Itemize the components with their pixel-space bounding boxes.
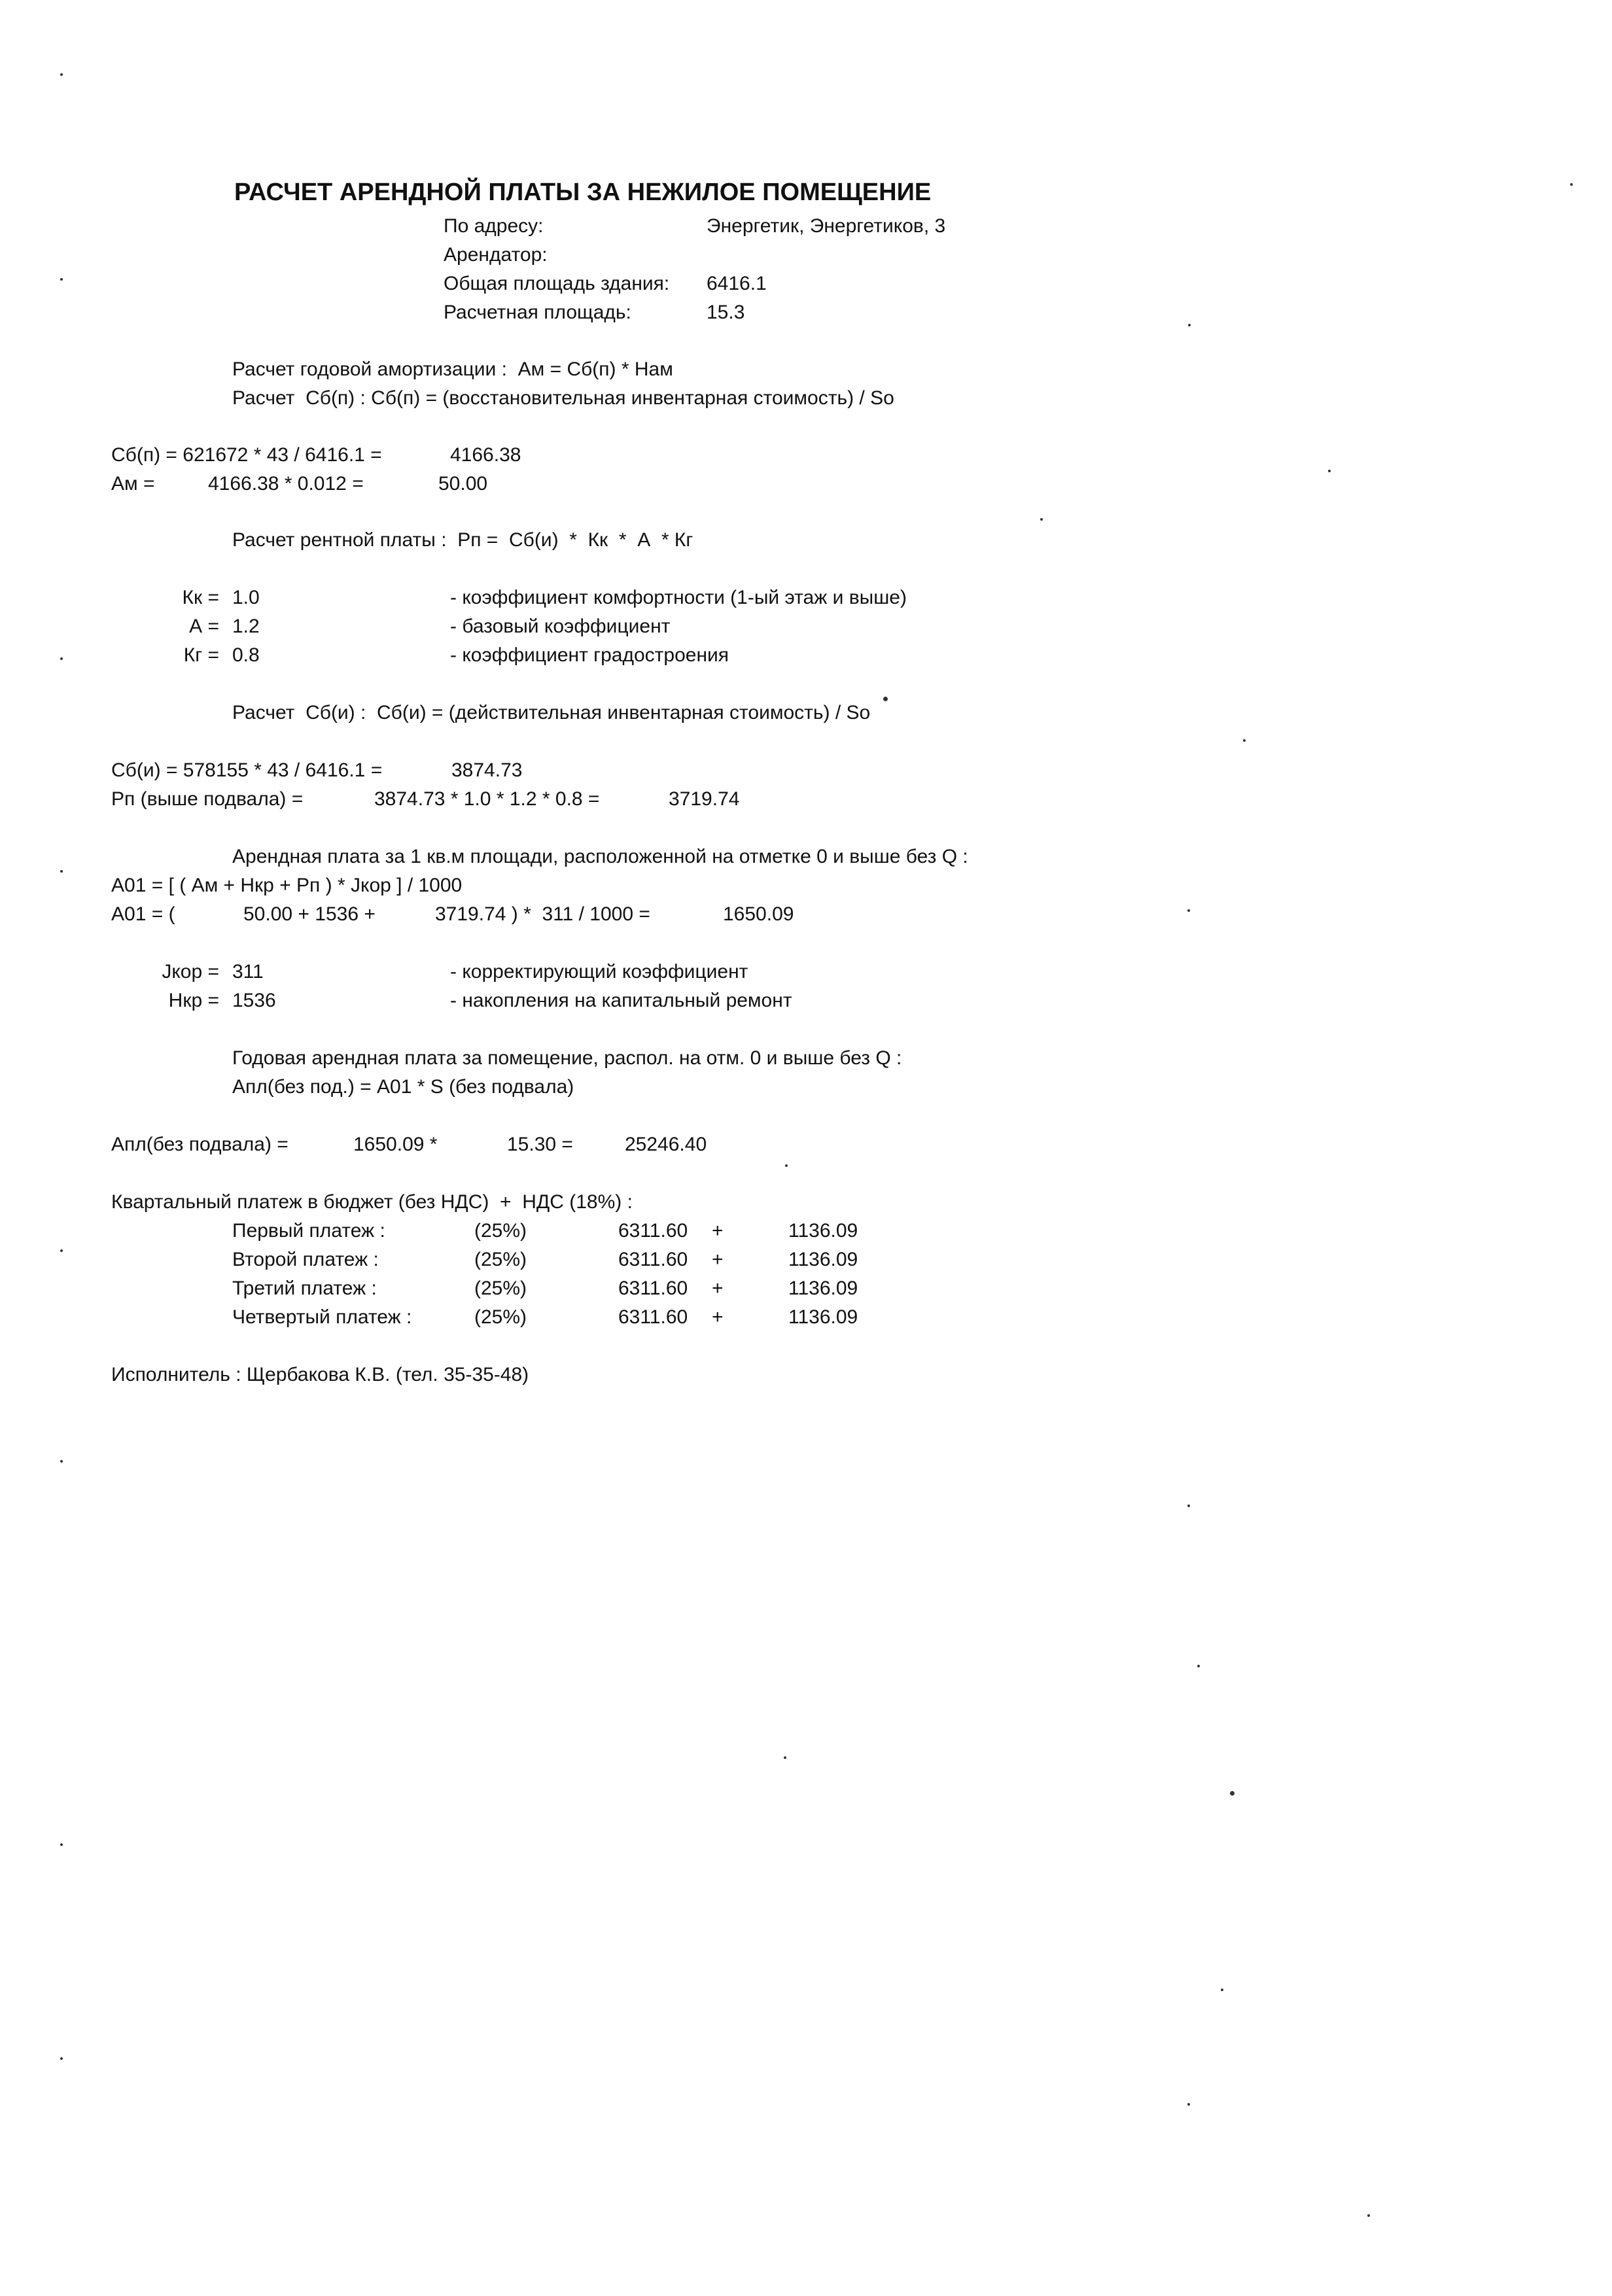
annual-calc-label: Апл(без подвала) =	[111, 1134, 289, 1155]
coef-kg-desc: - коэффициент градостроения	[450, 644, 729, 666]
a01-calc-part1: 50.00 + 1536 +	[243, 903, 376, 925]
scan-speck	[60, 657, 63, 660]
scan-speck	[60, 1460, 63, 1463]
a01-formula: А01 = [ ( Ам + Нкр + Рп ) * Jкор ] / 1000	[111, 875, 463, 896]
scan-speck	[1188, 324, 1191, 326]
payment-pct: (25%)	[474, 1278, 527, 1299]
scan-speck	[1230, 1791, 1235, 1796]
amort-heading: Расчет годовой амортизации : Ам = Сб(п) * Нам	[232, 358, 673, 380]
payment-vat: 1136.09	[788, 1220, 858, 1242]
scan-speck	[1328, 470, 1331, 472]
sbi-result: 3874.73	[451, 759, 523, 781]
coef-jkor-value: 311	[232, 961, 264, 983]
annual-calc-a01: 1650.09 *	[353, 1134, 438, 1155]
scan-speck	[1570, 183, 1573, 186]
scan-speck	[1367, 2214, 1370, 2217]
tenant-label: Арендатор:	[444, 244, 548, 266]
sbp-formula: Сб(п) = 621672 * 43 / 6416.1 =	[111, 444, 382, 466]
executor-line: Исполнитель : Щербакова К.В. (тел. 35-35-48)	[111, 1364, 529, 1385]
payment-plus: +	[712, 1220, 724, 1242]
scan-speck	[60, 73, 63, 76]
coef-jkor-name: Jкор =	[162, 961, 219, 983]
annual-calc-s: 15.30 =	[507, 1134, 573, 1155]
coef-kk-value: 1.0	[232, 587, 260, 608]
payment-amount: 6311.60	[618, 1306, 688, 1328]
payment-plus: +	[712, 1306, 724, 1328]
scan-speck	[1243, 739, 1246, 742]
address-value: Энергетик, Энергетиков, 3	[707, 215, 946, 237]
payment-amount: 6311.60	[618, 1249, 688, 1270]
calc-area-label: Расчетная площадь:	[444, 302, 631, 323]
payment-label: Четвертый платеж :	[232, 1306, 412, 1328]
rent-heading: Расчет рентной платы : Рп = Сб(и) * Кк * А * Кг	[232, 529, 693, 551]
payment-amount: 6311.60	[618, 1278, 688, 1299]
coef-nkr-desc: - накопления на капитальный ремонт	[450, 990, 792, 1011]
coef-jkor-desc: - корректирующий коэффициент	[450, 961, 748, 983]
coef-a-value: 1.2	[232, 616, 260, 637]
am-formula: 4166.38 * 0.012 =	[208, 473, 364, 495]
coef-kg-name: Кг =	[183, 644, 219, 666]
address-label: По адресу:	[444, 215, 544, 237]
coef-a-name: А =	[189, 616, 219, 637]
sbi-formula: Сб(и) = 578155 * 43 / 6416.1 =	[111, 759, 383, 781]
a01-heading: Арендная плата за 1 кв.м площади, расположенной на отметке 0 и выше без Q :	[232, 846, 968, 867]
scan-speck	[1221, 1989, 1223, 1991]
scan-speck	[883, 697, 888, 701]
annual-heading: Годовая арендная плата за помещение, распол. на отм. 0 и выше без Q :	[232, 1047, 902, 1069]
scan-speck	[1187, 1505, 1190, 1507]
a01-calc-label: А01 = (	[111, 903, 175, 925]
total-area-label: Общая площадь здания:	[444, 273, 670, 294]
coef-nkr-name: Нкр =	[168, 990, 219, 1011]
payment-amount: 6311.60	[618, 1220, 688, 1242]
scan-speck	[784, 1756, 786, 1759]
payment-vat: 1136.09	[788, 1249, 858, 1270]
coef-kk-desc: - коэффициент комфортности (1-ый этаж и выше)	[450, 587, 907, 608]
scan-speck	[60, 2057, 63, 2060]
am-result: 50.00	[438, 473, 488, 495]
am-label: Ам =	[111, 473, 155, 495]
total-area-value: 6416.1	[707, 273, 767, 294]
coef-kk-name: Кк =	[182, 587, 219, 608]
annual-calc-result: 25246.40	[625, 1134, 707, 1155]
rp-result: 3719.74	[669, 788, 740, 810]
scan-speck	[60, 1249, 63, 1252]
scan-speck	[60, 278, 63, 281]
a01-calc-result: 1650.09	[723, 903, 794, 925]
sbi-heading: Расчет Сб(и) : Сб(и) = (действительная инвентарная стоимость) / So	[232, 702, 871, 723]
a01-calc-part2: 3719.74 ) * 311 / 1000 =	[435, 903, 650, 925]
payment-pct: (25%)	[474, 1249, 527, 1270]
coef-a-desc: - базовый коэффициент	[450, 616, 671, 637]
payment-label: Третий платеж :	[232, 1278, 377, 1299]
scan-speck	[60, 1843, 63, 1846]
annual-formula: Апл(без под.) = А01 * S (без подвала)	[232, 1076, 574, 1098]
coef-nkr-value: 1536	[232, 990, 276, 1011]
quarterly-heading: Квартальный платеж в бюджет (без НДС) + НДС (18%) :	[111, 1191, 633, 1213]
coef-kg-value: 0.8	[232, 644, 260, 666]
rp-formula: 3874.73 * 1.0 * 1.2 * 0.8 =	[374, 788, 600, 810]
calc-area-value: 15.3	[707, 302, 745, 323]
page-title: РАСЧЕТ АРЕНДНОЙ ПЛАТЫ ЗА НЕЖИЛОЕ ПОМЕЩЕНИЕ	[234, 179, 932, 206]
payment-vat: 1136.09	[788, 1278, 858, 1299]
payment-label: Второй платеж :	[232, 1249, 379, 1270]
sbp-result: 4166.38	[450, 444, 521, 466]
scan-speck	[1187, 2103, 1190, 2106]
scan-speck	[60, 870, 63, 873]
scan-speck	[1197, 1665, 1200, 1667]
scan-speck	[1187, 909, 1190, 912]
sbp-heading: Расчет Сб(п) : Сб(п) = (восстановительная инвентарная стоимость) / So	[232, 387, 894, 409]
payment-pct: (25%)	[474, 1220, 527, 1242]
payment-pct: (25%)	[474, 1306, 527, 1328]
payment-label: Первый платеж :	[232, 1220, 385, 1242]
scan-speck	[1040, 518, 1043, 521]
payment-plus: +	[712, 1249, 724, 1270]
payment-plus: +	[712, 1278, 724, 1299]
scan-speck	[785, 1164, 788, 1167]
payment-vat: 1136.09	[788, 1306, 858, 1328]
rp-label: Рп (выше подвала) =	[111, 788, 304, 810]
